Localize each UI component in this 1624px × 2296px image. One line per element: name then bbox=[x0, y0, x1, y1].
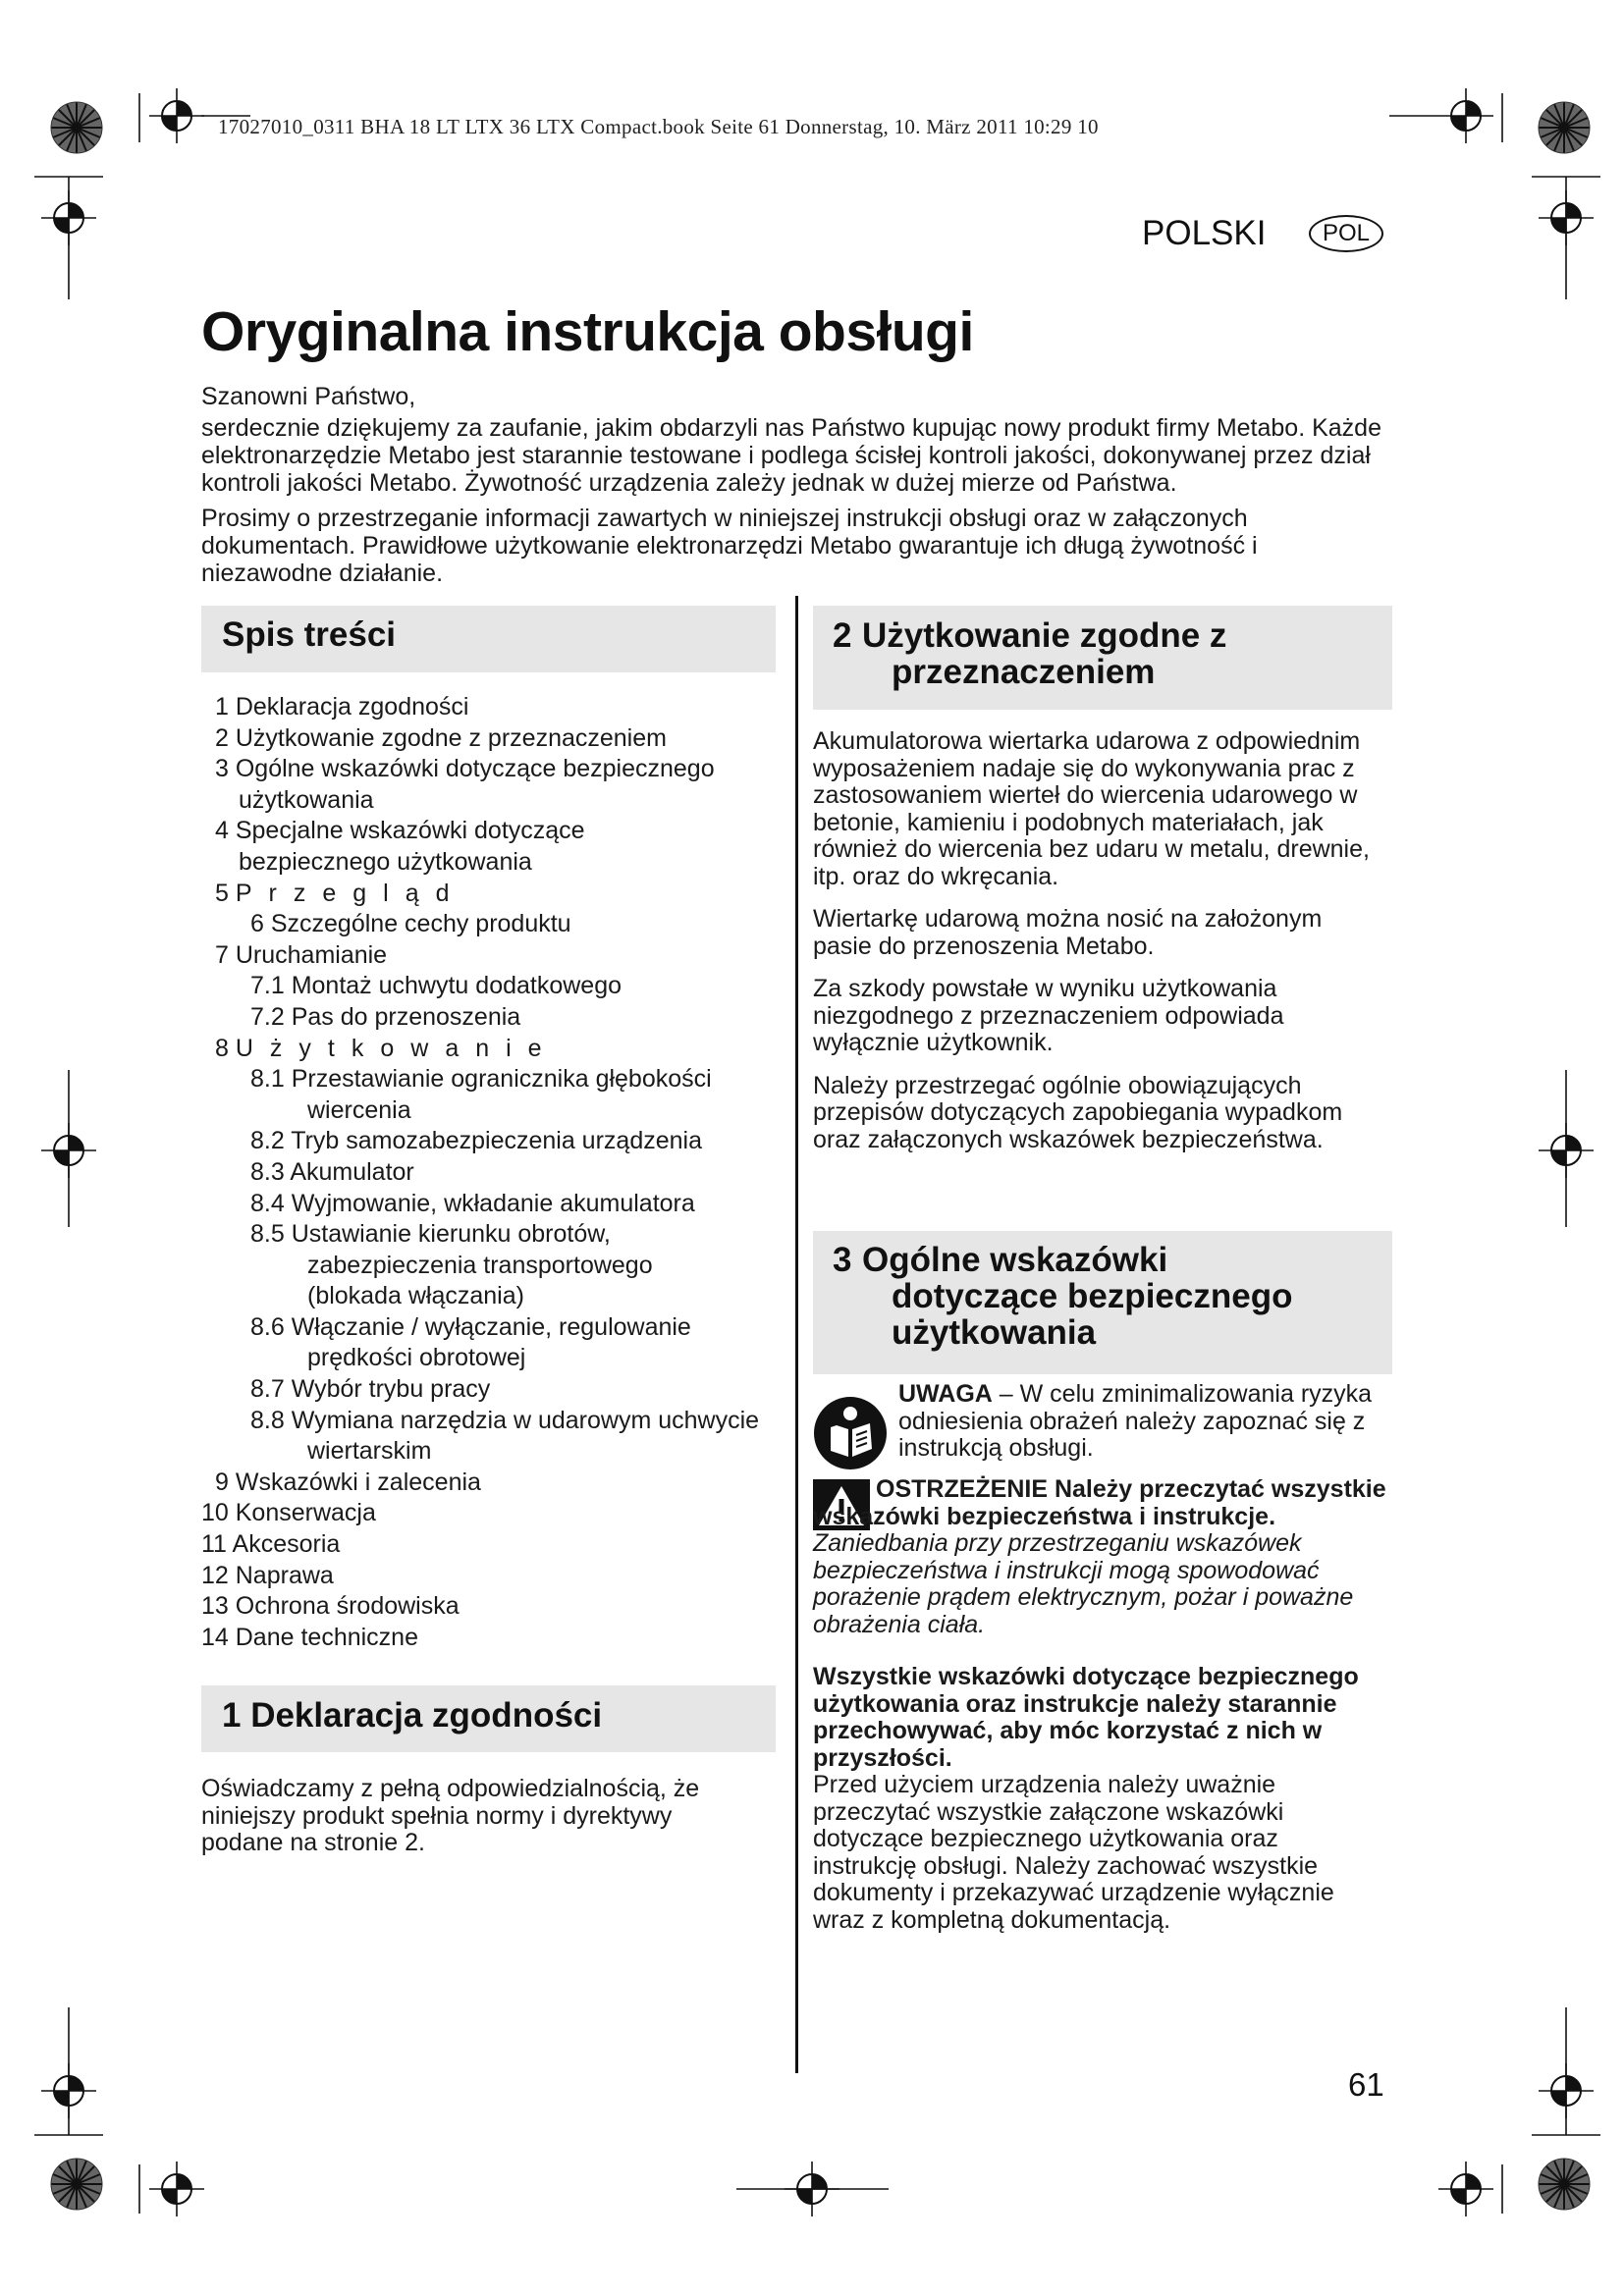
toc-item[interactable]: 7.1 Montaż uchwytu dodatkowego bbox=[250, 972, 623, 1000]
section-1-heading bbox=[201, 1685, 776, 1752]
section-2-heading-line-1: Użytkowanie zgodne z bbox=[862, 616, 1227, 655]
intro bbox=[201, 383, 1394, 593]
language-code-badge: POL bbox=[1309, 215, 1383, 252]
read-manual-icon bbox=[813, 1396, 888, 1470]
toc-item[interactable]: 8.6 Włączanie / wyłączanie, regulowanie prędkości obrotowej bbox=[250, 1312, 691, 1372]
section-1-text: Oświadczamy z pełną odpowiedzialnością, że niniejszy produkt spełnia normy i dyrektywy podane na stronie 2. bbox=[201, 1775, 700, 1856]
toc-item[interactable]: 8.3 Akumulator bbox=[250, 1157, 414, 1186]
section-2-paragraph-1: Akumulatorowa wiertarka udarowa z odpowiednim wyposażeniem nadaje się do wykonywania prac z zastosowaniem wierteł do wiercenia udarowego w betonie, kamieniu i podobnych materiałach, jak również do wiercenia bez udaru w metalu, drewnie, itp. oraz do wkręcania. bbox=[813, 727, 1370, 890]
section-2-heading bbox=[813, 606, 1392, 710]
caution-label: UWAGA bbox=[898, 1380, 993, 1408]
toc-item[interactable]: 1 Deklaracja zgodności bbox=[215, 693, 469, 721]
left-column bbox=[201, 606, 776, 1856]
toc-item[interactable]: 8.8 Wymiana narzędzia w udarowym uchwycie wiertarskim bbox=[250, 1406, 760, 1466]
toc-item[interactable]: 3 Ogólne wskazówki dotyczące bezpiecznego użytkowania bbox=[215, 755, 715, 814]
right-column bbox=[813, 606, 1392, 1934]
warning-note bbox=[813, 1476, 1392, 1638]
toc-heading-text: Spis treści bbox=[222, 615, 397, 654]
toc-item[interactable]: 8.4 Wyjmowanie, wkładanie akumulatora bbox=[250, 1189, 695, 1217]
keep-instructions-bold: Wszystkie wskazówki dotyczące bezpiecznego użytkowania oraz instrukcje należy starannie przechowywać, aby móc korzystać z nich w przyszłości. bbox=[813, 1663, 1359, 1772]
column-divider bbox=[795, 596, 798, 2073]
section-2-paragraph-3: Za szkody powstałe w wyniku użytkowania niezgodnego z przeznaczeniem odpowiada wyłącznie użytkownik. bbox=[813, 975, 1284, 1056]
toc-item[interactable]: 14 Dane techniczne bbox=[201, 1623, 418, 1651]
toc-item[interactable]: 8.1 Przestawianie ogranicznika głębokości wiercenia bbox=[250, 1065, 712, 1124]
section-3-number: 3 bbox=[833, 1241, 852, 1279]
section-3-heading bbox=[813, 1231, 1392, 1374]
intro-paragraph-2: Prosimy o przestrzeganie informacji zawartych w niniejszej instrukcji obsługi oraz w załączonych dokumentach. Prawidłowe użytkowanie elektronarzędzi Metabo gwarantuje ich długą żywotność i niezawodne działanie. bbox=[201, 505, 1258, 587]
section-3-heading-line-3: użytkowania bbox=[892, 1313, 1097, 1352]
section-2-heading-line-2: przeznaczeniem bbox=[892, 653, 1156, 691]
toc-item[interactable]: 9 Wskazówki i zalecenia bbox=[215, 1468, 481, 1496]
toc-item[interactable]: 4 Specjalne wskazówki dotyczące bezpiecznego użytkowania bbox=[215, 817, 585, 876]
warning-bold-text: OSTRZEŻENIE Należy przeczytać wszystkie wskazówki bezpieczeństwa i instrukcje. bbox=[813, 1475, 1386, 1530]
section-2-number: 2 bbox=[833, 616, 852, 655]
section-2-paragraph-4: Należy przestrzegać ogólnie obowiązujących przepisów dotyczących zapobiegania wypadkom oraz załączonych wskazówek bezpieczeństwa. bbox=[813, 1071, 1343, 1153]
toc-item[interactable]: 5 Przegląd bbox=[215, 879, 466, 907]
caution-text: – W celu zminimalizowania ryzyka odniesienia obrażeń należy zapoznać się z instrukcją obsługi. bbox=[898, 1380, 1373, 1462]
section-1-heading-text: 1 Deklaracja zgodności bbox=[222, 1696, 603, 1735]
keep-instructions-text: Przed użyciem urządzenia należy uważnie przeczytać wszystkie załączone wskazówki dotyczące bezpiecznego użytkowania oraz instrukcję obsługi. Należy zachować wszystkie dokumenty i przekazywać urządzenie wyłącznie wraz z kompletną dokumentacją. bbox=[813, 1771, 1334, 1934]
toc-item[interactable]: 7 Uruchamianie bbox=[215, 940, 388, 969]
print-info: 17027010_0311 BHA 18 LT LTX 36 LTX Compact.book Seite 61 Donnerstag, 10. März 2011 10:29 10 bbox=[218, 115, 1099, 138]
toc-item[interactable]: 2 Użytkowanie zgodne z przeznaczeniem bbox=[215, 723, 667, 752]
caution-note bbox=[898, 1381, 1394, 1463]
section-3-heading-line-2: dotyczące bezpiecznego bbox=[892, 1277, 1293, 1315]
toc-item[interactable]: 8.2 Tryb samozabezpieczenia urządzenia bbox=[250, 1127, 702, 1155]
language-label: POLSKI bbox=[1142, 214, 1267, 252]
page-title: Oryginalna instrukcja obsługi bbox=[201, 300, 974, 363]
toc-item[interactable]: 10 Konserwacja bbox=[201, 1499, 376, 1527]
toc-item[interactable]: 8 Użytkowanie bbox=[215, 1034, 559, 1062]
toc-item[interactable]: 11 Akcesoria bbox=[201, 1530, 341, 1559]
section-3-heading-line-1: Ogólne wskazówki bbox=[862, 1241, 1168, 1279]
intro-greeting: Szanowni Państwo, bbox=[201, 383, 416, 410]
warning-italic-text: Zaniedbania przy przestrzeganiu wskazówek bezpieczeństwa i instrukcji mogą spowodować porażenie prądem elektrycznym, pożar i poważne obrażenia ciała. bbox=[813, 1529, 1354, 1638]
section-2-paragraph-2: Wiertarkę udarową można nosić na założonym pasie do przenoszenia Metabo. bbox=[813, 905, 1323, 960]
toc-item[interactable]: 13 Ochrona środowiska bbox=[201, 1592, 460, 1621]
page-number: 61 bbox=[1348, 2066, 1384, 2103]
toc-item[interactable]: 8.5 Ustawianie kierunku obrotów, zabezpieczenia transportowego (blokada włączania) bbox=[250, 1220, 653, 1310]
toc-item[interactable]: 6 Szczególne cechy produktu bbox=[250, 910, 571, 938]
toc-item[interactable]: 12 Naprawa bbox=[201, 1561, 334, 1589]
toc-item[interactable]: 8.7 Wybór trybu pracy bbox=[250, 1375, 491, 1404]
toc-heading bbox=[201, 606, 776, 672]
toc-item[interactable]: 7.2 Pas do przenoszenia bbox=[250, 1002, 521, 1031]
table-of-contents bbox=[201, 692, 776, 1653]
intro-paragraph-1: serdecznie dziękujemy za zaufanie, jakim obdarzyli nas Państwo kupując nowy produkt firmy Metabo. Każde elektronarzędzie Metabo jest starannie testowane i podlega ścisłej kontroli jakości, dokonywanej przez dział kontroli jakości Metabo. Żywotność urządzenia zależy jednak w dużej mierze od Państwa. bbox=[201, 414, 1381, 497]
